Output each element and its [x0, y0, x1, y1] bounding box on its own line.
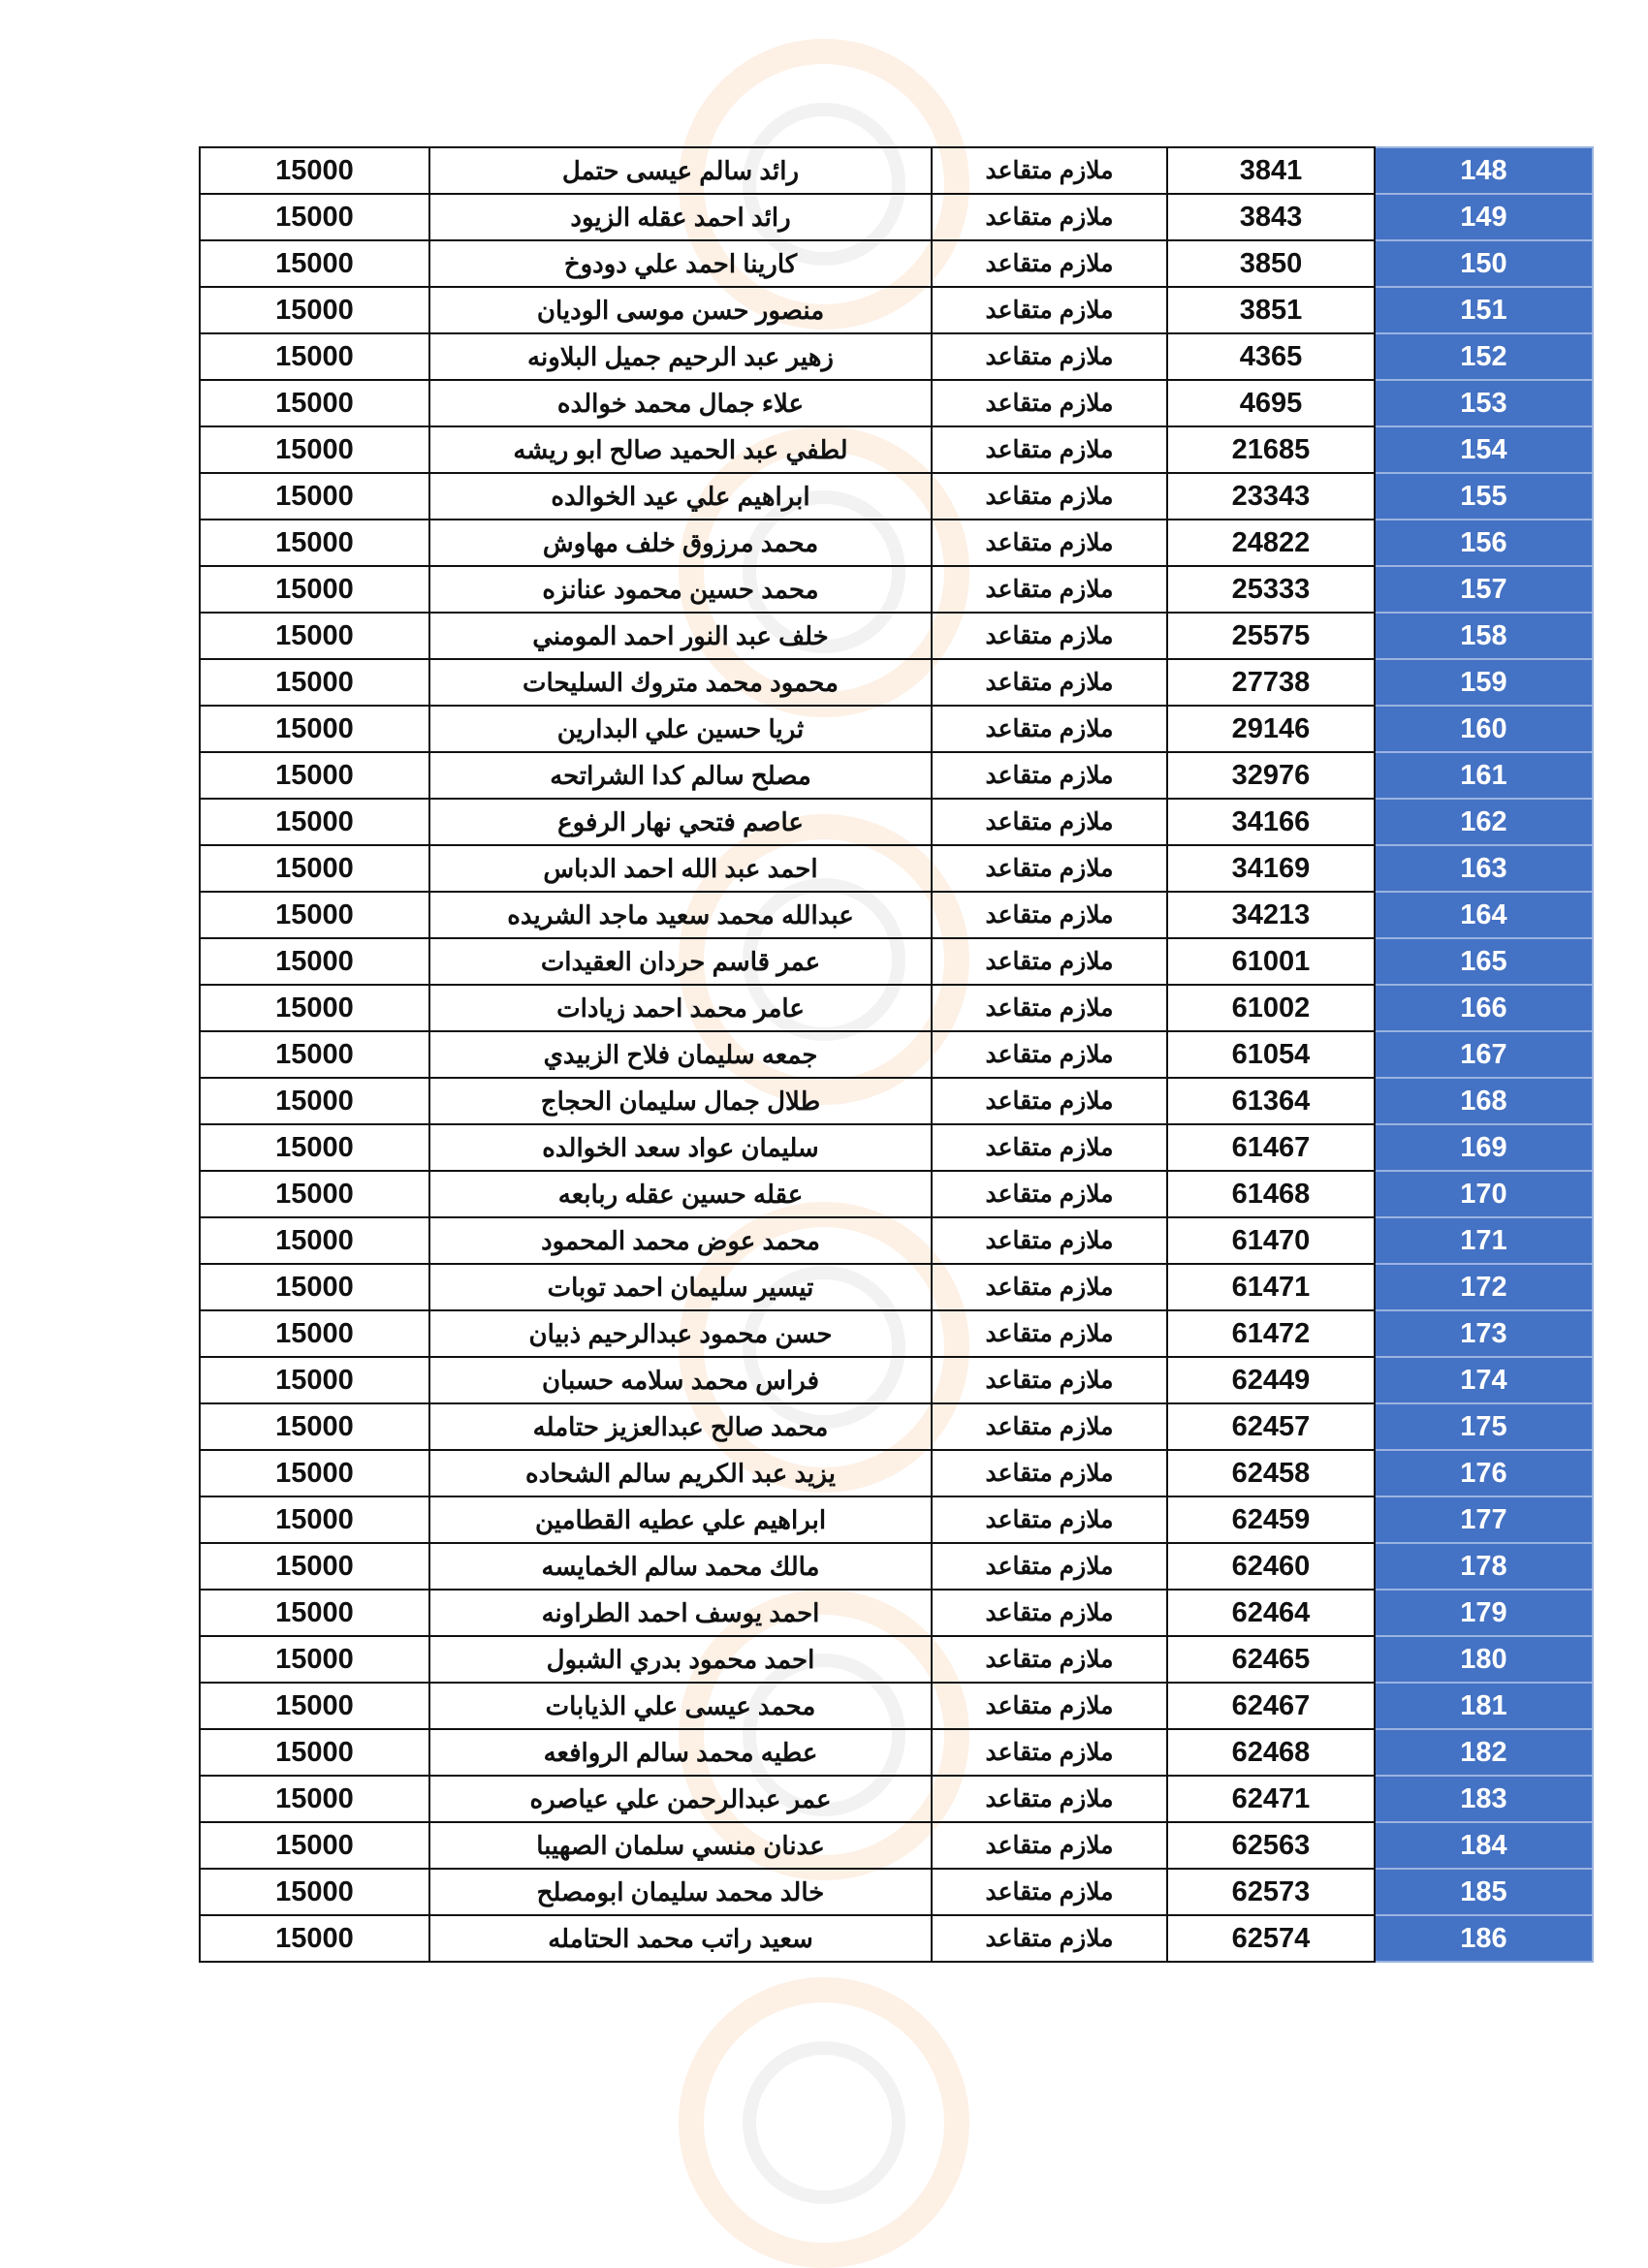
name-cell: فراس محمد سلامه حسبان	[429, 1357, 932, 1403]
rank-cell: ملازم متقاعد	[932, 1310, 1167, 1357]
number-cell: 3851	[1167, 287, 1375, 333]
amount-cell: 15000	[200, 240, 429, 287]
table-row	[200, 1031, 1593, 1078]
name-cell: محمود محمد متروك السليحات	[429, 659, 932, 706]
rank-cell: ملازم متقاعد	[932, 380, 1167, 426]
amount-cell: 15000	[200, 1357, 429, 1403]
amount-cell: 15000	[200, 1729, 429, 1776]
name-cell: خلف عبد النور احمد المومني	[429, 613, 932, 659]
rank-cell: ملازم متقاعد	[932, 1822, 1167, 1869]
name-cell: عامر محمد احمد زيادات	[429, 985, 932, 1031]
number-cell: 62467	[1167, 1683, 1375, 1729]
index-cell: 171	[1375, 1217, 1593, 1264]
amount-cell: 15000	[200, 1636, 429, 1683]
index-cell: 180	[1375, 1636, 1593, 1683]
name-cell: محمد صالح عبدالعزيز حتامله	[429, 1403, 932, 1450]
watermark-logo	[679, 1977, 969, 2268]
amount-cell: 15000	[200, 938, 429, 985]
rank-cell: ملازم متقاعد	[932, 1264, 1167, 1310]
amount-cell: 15000	[200, 566, 429, 613]
index-cell: 161	[1375, 752, 1593, 799]
amount-cell: 15000	[200, 1822, 429, 1869]
index-cell: 170	[1375, 1171, 1593, 1217]
amount-cell: 15000	[200, 1031, 429, 1078]
index-cell: 151	[1375, 287, 1593, 333]
amount-cell: 15000	[200, 985, 429, 1031]
table-body	[200, 147, 1593, 1962]
amount-cell: 15000	[200, 473, 429, 520]
amount-cell: 15000	[200, 845, 429, 892]
rank-cell: ملازم متقاعد	[932, 752, 1167, 799]
table-row	[200, 1543, 1593, 1590]
name-cell: يزيد عبد الكريم سالم الشحاده	[429, 1450, 932, 1496]
rank-cell: ملازم متقاعد	[932, 613, 1167, 659]
amount-cell: 15000	[200, 659, 429, 706]
index-cell: 177	[1375, 1496, 1593, 1543]
amount-cell: 15000	[200, 706, 429, 752]
index-cell: 174	[1375, 1357, 1593, 1403]
name-cell: مالك محمد سالم الخمايسه	[429, 1543, 932, 1590]
amount-cell: 15000	[200, 1124, 429, 1171]
number-cell: 62449	[1167, 1357, 1375, 1403]
number-cell: 62574	[1167, 1915, 1375, 1962]
table-row	[200, 1310, 1593, 1357]
name-cell: عطيه محمد سالم الروافعه	[429, 1729, 932, 1776]
number-cell: 27738	[1167, 659, 1375, 706]
rank-cell: ملازم متقاعد	[932, 147, 1167, 194]
rank-cell: ملازم متقاعد	[932, 799, 1167, 845]
rank-cell: ملازم متقاعد	[932, 1450, 1167, 1496]
amount-cell: 15000	[200, 1217, 429, 1264]
name-cell: طلال جمال سليمان الحجاج	[429, 1078, 932, 1124]
number-cell: 61364	[1167, 1078, 1375, 1124]
amount-cell: 15000	[200, 892, 429, 938]
index-cell: 157	[1375, 566, 1593, 613]
number-cell: 62465	[1167, 1636, 1375, 1683]
amount-cell: 15000	[200, 194, 429, 240]
index-cell: 185	[1375, 1869, 1593, 1915]
amount-cell: 15000	[200, 1264, 429, 1310]
name-cell: لطفي عبد الحميد صالح ابو ريشه	[429, 426, 932, 473]
index-cell: 167	[1375, 1031, 1593, 1078]
index-cell: 176	[1375, 1450, 1593, 1496]
number-cell: 32976	[1167, 752, 1375, 799]
index-cell: 162	[1375, 799, 1593, 845]
number-cell: 62471	[1167, 1776, 1375, 1822]
name-cell: سعيد راتب محمد الحتامله	[429, 1915, 932, 1962]
rank-cell: ملازم متقاعد	[932, 1543, 1167, 1590]
name-cell: مصلح سالم كدا الشراتحه	[429, 752, 932, 799]
amount-cell: 15000	[200, 1590, 429, 1636]
number-cell: 34169	[1167, 845, 1375, 892]
number-cell: 62457	[1167, 1403, 1375, 1450]
rank-cell: ملازم متقاعد	[932, 892, 1167, 938]
index-cell: 148	[1375, 147, 1593, 194]
table-row	[200, 845, 1593, 892]
amount-cell: 15000	[200, 520, 429, 566]
index-cell: 154	[1375, 426, 1593, 473]
rank-cell: ملازم متقاعد	[932, 1078, 1167, 1124]
number-cell: 25575	[1167, 613, 1375, 659]
name-cell: رائد سالم عيسى حتمل	[429, 147, 932, 194]
name-cell: احمد محمود بدري الشبول	[429, 1636, 932, 1683]
amount-cell: 15000	[200, 380, 429, 426]
amount-cell: 15000	[200, 426, 429, 473]
table-row	[200, 194, 1593, 240]
index-cell: 183	[1375, 1776, 1593, 1822]
rank-cell: ملازم متقاعد	[932, 1124, 1167, 1171]
name-cell: جمعه سليمان فلاح الزبيدي	[429, 1031, 932, 1078]
table-row	[200, 1217, 1593, 1264]
table-row	[200, 752, 1593, 799]
name-cell: عاصم فتحي نهار الرفوع	[429, 799, 932, 845]
rank-cell: ملازم متقاعد	[932, 985, 1167, 1031]
index-cell: 160	[1375, 706, 1593, 752]
table-row	[200, 1264, 1593, 1310]
table-row	[200, 240, 1593, 287]
rank-cell: ملازم متقاعد	[932, 240, 1167, 287]
name-cell: احمد يوسف احمد الطراونه	[429, 1590, 932, 1636]
index-cell: 155	[1375, 473, 1593, 520]
name-cell: احمد عبد الله احمد الدباس	[429, 845, 932, 892]
name-cell: زهير عبد الرحيم جميل البلاونه	[429, 333, 932, 380]
name-cell: عبدالله محمد سعيد ماجد الشريده	[429, 892, 932, 938]
rank-cell: ملازم متقاعد	[932, 1496, 1167, 1543]
name-cell: كارينا احمد علي دودوخ	[429, 240, 932, 287]
index-cell: 163	[1375, 845, 1593, 892]
table-row	[200, 426, 1593, 473]
table-row	[200, 520, 1593, 566]
amount-cell: 15000	[200, 799, 429, 845]
table-row	[200, 1822, 1593, 1869]
number-cell: 3850	[1167, 240, 1375, 287]
name-cell: سليمان عواد سعد الخوالده	[429, 1124, 932, 1171]
table-row	[200, 287, 1593, 333]
index-cell: 153	[1375, 380, 1593, 426]
table-row	[200, 1590, 1593, 1636]
number-cell: 61001	[1167, 938, 1375, 985]
amount-cell: 15000	[200, 147, 429, 194]
name-cell: رائد احمد عقله الزيود	[429, 194, 932, 240]
index-cell: 165	[1375, 938, 1593, 985]
number-cell: 61470	[1167, 1217, 1375, 1264]
rank-cell: ملازم متقاعد	[932, 566, 1167, 613]
number-cell: 62460	[1167, 1543, 1375, 1590]
amount-cell: 15000	[200, 1776, 429, 1822]
index-cell: 168	[1375, 1078, 1593, 1124]
amount-cell: 15000	[200, 1078, 429, 1124]
amount-cell: 15000	[200, 1683, 429, 1729]
retirees-table	[199, 146, 1594, 1963]
number-cell: 61472	[1167, 1310, 1375, 1357]
name-cell: تيسير سليمان احمد توبات	[429, 1264, 932, 1310]
index-cell: 166	[1375, 985, 1593, 1031]
rank-cell: ملازم متقاعد	[932, 938, 1167, 985]
number-cell: 21685	[1167, 426, 1375, 473]
rank-cell: ملازم متقاعد	[932, 473, 1167, 520]
amount-cell: 15000	[200, 1543, 429, 1590]
index-cell: 175	[1375, 1403, 1593, 1450]
name-cell: خالد محمد سليمان ابومصلح	[429, 1869, 932, 1915]
name-cell: عقله حسين عقله ربابعه	[429, 1171, 932, 1217]
table-row	[200, 985, 1593, 1031]
table-row	[200, 1357, 1593, 1403]
rank-cell: ملازم متقاعد	[932, 1776, 1167, 1822]
table-row	[200, 1776, 1593, 1822]
index-cell: 182	[1375, 1729, 1593, 1776]
index-cell: 173	[1375, 1310, 1593, 1357]
index-cell: 184	[1375, 1822, 1593, 1869]
rank-cell: ملازم متقاعد	[932, 426, 1167, 473]
amount-cell: 15000	[200, 1171, 429, 1217]
number-cell: 61054	[1167, 1031, 1375, 1078]
rank-cell: ملازم متقاعد	[932, 1357, 1167, 1403]
table-row	[200, 1124, 1593, 1171]
number-cell: 23343	[1167, 473, 1375, 520]
table-row	[200, 333, 1593, 380]
number-cell: 62458	[1167, 1450, 1375, 1496]
number-cell: 62459	[1167, 1496, 1375, 1543]
amount-cell: 15000	[200, 1450, 429, 1496]
table-row	[200, 1171, 1593, 1217]
number-cell: 62468	[1167, 1729, 1375, 1776]
amount-cell: 15000	[200, 287, 429, 333]
index-cell: 164	[1375, 892, 1593, 938]
table-row	[200, 613, 1593, 659]
number-cell: 61002	[1167, 985, 1375, 1031]
number-cell: 34213	[1167, 892, 1375, 938]
rank-cell: ملازم متقاعد	[932, 1915, 1167, 1962]
table-row	[200, 1496, 1593, 1543]
rank-cell: ملازم متقاعد	[932, 1683, 1167, 1729]
name-cell: حسن محمود عبدالرحيم ذبيان	[429, 1310, 932, 1357]
name-cell: محمد عيسى علي الذيابات	[429, 1683, 932, 1729]
index-cell: 156	[1375, 520, 1593, 566]
name-cell: محمد عوض محمد المحمود	[429, 1217, 932, 1264]
rank-cell: ملازم متقاعد	[932, 1217, 1167, 1264]
name-cell: محمد حسين محمود عنانزه	[429, 566, 932, 613]
table-row	[200, 659, 1593, 706]
index-cell: 172	[1375, 1264, 1593, 1310]
amount-cell: 15000	[200, 1310, 429, 1357]
amount-cell: 15000	[200, 1869, 429, 1915]
index-cell: 158	[1375, 613, 1593, 659]
table-row	[200, 380, 1593, 426]
amount-cell: 15000	[200, 333, 429, 380]
index-cell: 152	[1375, 333, 1593, 380]
number-cell: 25333	[1167, 566, 1375, 613]
number-cell: 62573	[1167, 1869, 1375, 1915]
rank-cell: ملازم متقاعد	[932, 1031, 1167, 1078]
index-cell: 159	[1375, 659, 1593, 706]
name-cell: محمد مرزوق خلف مهاوش	[429, 520, 932, 566]
number-cell: 62464	[1167, 1590, 1375, 1636]
rank-cell: ملازم متقاعد	[932, 1590, 1167, 1636]
number-cell: 24822	[1167, 520, 1375, 566]
table-row	[200, 706, 1593, 752]
rank-cell: ملازم متقاعد	[932, 659, 1167, 706]
number-cell: 62563	[1167, 1822, 1375, 1869]
rank-cell: ملازم متقاعد	[932, 520, 1167, 566]
name-cell: ابراهيم علي عطيه القطامين	[429, 1496, 932, 1543]
index-cell: 181	[1375, 1683, 1593, 1729]
table-row	[200, 799, 1593, 845]
number-cell: 61468	[1167, 1171, 1375, 1217]
number-cell: 4365	[1167, 333, 1375, 380]
number-cell: 3843	[1167, 194, 1375, 240]
table-row	[200, 1078, 1593, 1124]
number-cell: 4695	[1167, 380, 1375, 426]
rank-cell: ملازم متقاعد	[932, 1636, 1167, 1683]
index-cell: 169	[1375, 1124, 1593, 1171]
amount-cell: 15000	[200, 1915, 429, 1962]
number-cell: 61471	[1167, 1264, 1375, 1310]
table-row	[200, 1403, 1593, 1450]
rank-cell: ملازم متقاعد	[932, 1171, 1167, 1217]
number-cell: 29146	[1167, 706, 1375, 752]
table-row	[200, 1683, 1593, 1729]
table-row	[200, 1729, 1593, 1776]
number-cell: 34166	[1167, 799, 1375, 845]
rank-cell: ملازم متقاعد	[932, 1729, 1167, 1776]
index-cell: 186	[1375, 1915, 1593, 1962]
table-row	[200, 1450, 1593, 1496]
table-row	[200, 566, 1593, 613]
index-cell: 179	[1375, 1590, 1593, 1636]
table-row	[200, 473, 1593, 520]
number-cell: 3841	[1167, 147, 1375, 194]
index-cell: 150	[1375, 240, 1593, 287]
table-row	[200, 938, 1593, 985]
amount-cell: 15000	[200, 1496, 429, 1543]
name-cell: منصور حسن موسى الوديان	[429, 287, 932, 333]
name-cell: ابراهيم علي عيد الخوالده	[429, 473, 932, 520]
name-cell: عمر قاسم حردان العقيدات	[429, 938, 932, 985]
name-cell: ثريا حسين علي البدارين	[429, 706, 932, 752]
table-row	[200, 1636, 1593, 1683]
rank-cell: ملازم متقاعد	[932, 845, 1167, 892]
amount-cell: 15000	[200, 1403, 429, 1450]
table-row	[200, 1869, 1593, 1915]
rank-cell: ملازم متقاعد	[932, 333, 1167, 380]
name-cell: علاء جمال محمد خوالده	[429, 380, 932, 426]
table-row	[200, 892, 1593, 938]
name-cell: عمر عبدالرحمن علي عياصره	[429, 1776, 932, 1822]
index-cell: 178	[1375, 1543, 1593, 1590]
amount-cell: 15000	[200, 613, 429, 659]
name-cell: عدنان منسي سلمان الصهيبا	[429, 1822, 932, 1869]
rank-cell: ملازم متقاعد	[932, 1403, 1167, 1450]
rank-cell: ملازم متقاعد	[932, 1869, 1167, 1915]
table-row	[200, 1915, 1593, 1962]
rank-cell: ملازم متقاعد	[932, 287, 1167, 333]
rank-cell: ملازم متقاعد	[932, 194, 1167, 240]
number-cell: 61467	[1167, 1124, 1375, 1171]
rank-cell: ملازم متقاعد	[932, 706, 1167, 752]
index-cell: 149	[1375, 194, 1593, 240]
amount-cell: 15000	[200, 752, 429, 799]
table-row	[200, 147, 1593, 194]
